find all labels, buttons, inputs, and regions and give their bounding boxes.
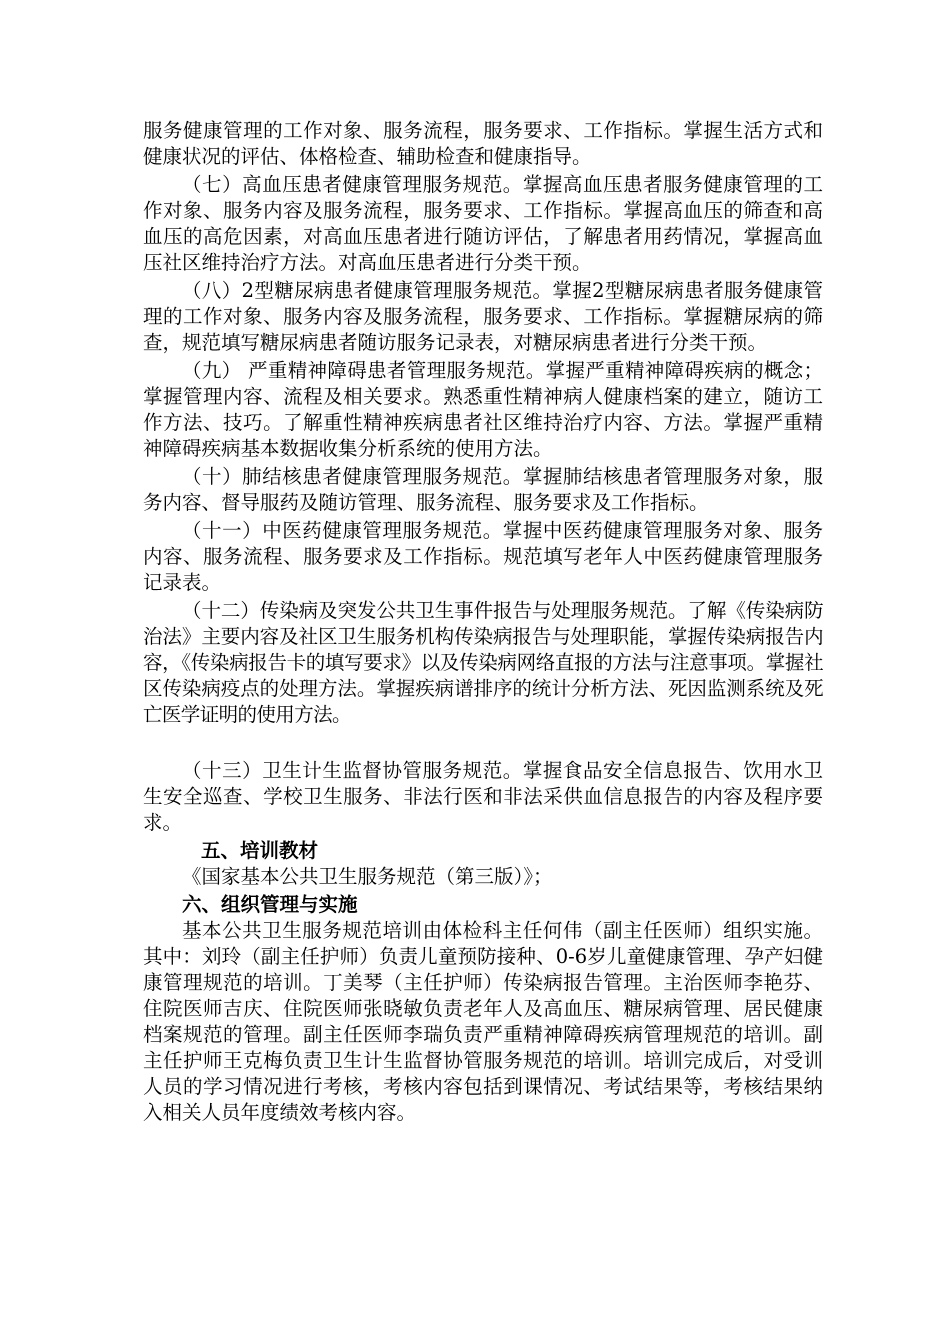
paragraph-textbook: 《国家基本公共卫生服务规范（第三版）》； [182, 865, 553, 888]
paragraph-hypertension: （七）高血压患者健康管理服务规范。掌握高血压患者服务健康管理的工作对象、服务内容及服务流程，服务要求、工作指标。掌握高血压的筛查和高血压的高危因素，对高血压患者进行随访评估，了解患者用药情况，掌握高血压社区维持治疗方法。对高血压患者进行分类干预。 [143, 173, 823, 274]
document-page [143, 118, 823, 1128]
paragraph-tuberculosis: （十）肺结核患者健康管理服务规范。掌握肺结核患者管理服务对象，服务内容、督导服药及随访管理、服务流程、服务要求及工作指标。 [143, 465, 823, 514]
section-heading-training-materials: 五、培训教材 [201, 839, 319, 862]
paragraph-implementation: 基本公共卫生服务规范培训由体检科主任何伟（副主任医师）组织实施。其中：刘玲（副主任护师）负责儿童预防接种、0-6岁儿童健康管理、孕产妇健康管理规范的培训。丁美琴（主任护师）传染病报告管理。主治医师李艳芬、住院医师吉庆、住院医师张晓敏负责老年人及高血压、糖尿病管理、居民健康档案规范的管理。副主任医师李瑞负责严重精神障碍疾病管理规范的培训。副主任护师王克梅负责卫生计生监督协管服务规范的培训。培训完成后，对受训人员的学习情况进行考核，考核内容包括到课情况、考试结果等，考核结果纳入相关人员年度绩效考核内容。 [143, 919, 823, 1124]
paragraph-diabetes: （八）2型糖尿病患者健康管理服务规范。掌握2型糖尿病患者服务健康管理的工作对象、服务内容及服务流程，服务要求、工作指标。掌握糖尿病的筛查，规范填写糖尿病患者随访服务记录表，对糖尿病患者进行分类干预。 [143, 279, 823, 354]
paragraph-health-management-continued: 服务健康管理的工作对象、服务流程，服务要求、工作指标。掌握生活方式和健康状况的评估、体格检查、辅助检查和健康指导。 [143, 119, 823, 168]
paragraph-infectious-disease: （十二）传染病及突发公共卫生事件报告与处理服务规范。了解《传染病防治法》主要内容及社区卫生服务机构传染病报告与处理职能，掌握传染病报告内容，《传染病报告卡的填写要求》以及传染病网络直报的方法与注意事项。掌握社区传染病疫点的处理方法。掌握疾病谱排序的统计分析方法、死因监测系统及死亡医学证明的使用方法。 [143, 599, 823, 726]
blank-line [143, 730, 823, 758]
paragraph-supervision: （十三）卫生计生监督协管服务规范。掌握食品安全信息报告、饮用水卫生安全巡查、学校卫生服务、非法行医和非法采供血信息报告的内容及程序要求。 [143, 759, 823, 834]
section-heading-organization: 六、组织管理与实施 [182, 893, 358, 916]
paragraph-mental-disorder: （九） 严重精神障碍患者管理服务规范。掌握严重精神障碍疾病的概念；掌握管理内容、流程及相关要求。熟悉重性精神病人健康档案的建立，随访工作方法、技巧。了解重性精神疾病患者社区维持治疗内容、方法。掌握严重精神障碍疾病基本数据收集分析系统的使用方法。 [143, 359, 823, 460]
paragraph-tcm: （十一）中医药健康管理服务规范。掌握中医药健康管理服务对象、服务内容、服务流程、服务要求及工作指标。规范填写老年人中医药健康管理服务记录表。 [143, 519, 823, 594]
